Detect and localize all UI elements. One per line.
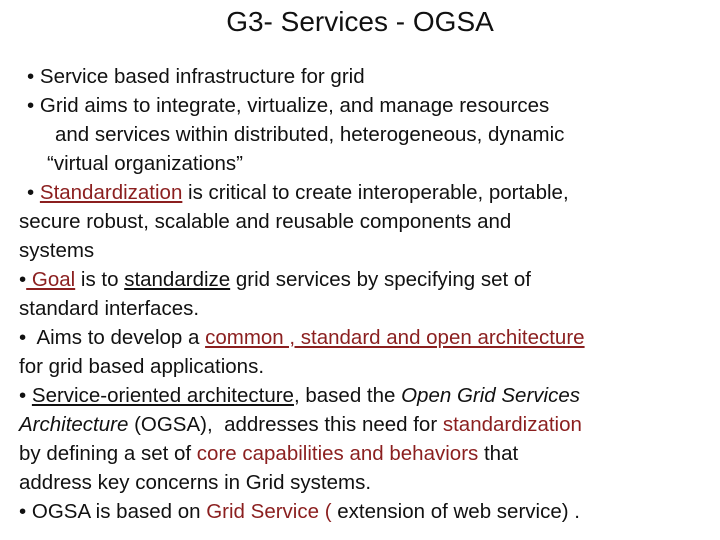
- line-text: for grid based applications.: [19, 355, 265, 378]
- bullet-glyph: •: [27, 94, 35, 117]
- continuation-line-11: [19, 352, 717, 381]
- line-text: Grid aims to integrate, virtualize, and manage resources: [39, 94, 550, 117]
- continuation-line-3: [27, 120, 717, 149]
- bullet-line-1: [27, 62, 717, 91]
- bullet-line-12: [19, 381, 717, 410]
- continuation-line-14: [19, 439, 717, 468]
- bullet-line-2: [27, 91, 717, 120]
- slide-title: G3- Services - OGSA: [226, 6, 494, 37]
- bullet-line-16: [19, 497, 717, 526]
- bullet-glyph: •: [19, 500, 27, 523]
- line-text: (OGSA), addresses this need for: [128, 413, 443, 436]
- continuation-line-4: [27, 149, 717, 178]
- line-text: OGSA is based on: [26, 500, 207, 523]
- line-text: is to: [75, 268, 125, 291]
- bullet-glyph: •: [27, 181, 35, 204]
- line-text: Service based infrastructure for grid: [39, 65, 365, 88]
- highlight-grid-service: Grid Service (: [206, 500, 332, 523]
- continuation-line-15: [19, 468, 717, 497]
- continuation-line-13: [19, 410, 717, 439]
- line-text: and services within distributed, heterogeneous, dynamic: [55, 123, 565, 146]
- line-text: grid services by specifying set of: [230, 268, 531, 291]
- line-text: Aims to develop a: [26, 326, 206, 349]
- highlight-standardization: Standardization: [39, 181, 183, 204]
- line-text: that: [478, 442, 519, 465]
- bullet-line-10: [19, 323, 717, 352]
- highlight-standardization-2: standardization: [442, 413, 582, 436]
- italic-ogsa-name: Open Grid Services: [401, 384, 580, 407]
- underlined-standardize: standardize: [124, 268, 231, 291]
- italic-architecture: Architecture: [19, 413, 129, 436]
- highlight-core-capabilities: core capabilities and behaviors: [196, 442, 479, 465]
- line-text: extension of web service) .: [331, 500, 580, 523]
- continuation-line-9: [19, 294, 717, 323]
- line-text: standard interfaces.: [19, 297, 200, 320]
- bullet-line-5: [27, 178, 717, 207]
- bullet-glyph: •: [27, 65, 35, 88]
- highlight-goal: Goal: [26, 268, 76, 291]
- line-text: systems: [19, 239, 95, 262]
- line-text: “virtual organizations”: [47, 152, 243, 175]
- line-text: is critical to create interoperable, portable,: [182, 181, 569, 204]
- line-text: address key concerns in Grid systems.: [19, 471, 372, 494]
- bullet-line-8: [19, 265, 717, 294]
- line-text: , based the: [293, 384, 402, 407]
- highlight-architecture: common , standard and open architecture: [205, 326, 585, 349]
- line-text: secure robust, scalable and reusable components and: [19, 210, 512, 233]
- continuation-line-6: [19, 207, 717, 236]
- underlined-soa: Service-oriented architecture: [31, 384, 294, 407]
- bullet-glyph: •: [19, 384, 27, 407]
- slide-body: [19, 62, 717, 526]
- line-text: by defining a set of: [19, 442, 197, 465]
- bullet-glyph: •: [19, 326, 27, 349]
- continuation-line-7: [19, 236, 717, 265]
- bullet-glyph: •: [19, 268, 27, 291]
